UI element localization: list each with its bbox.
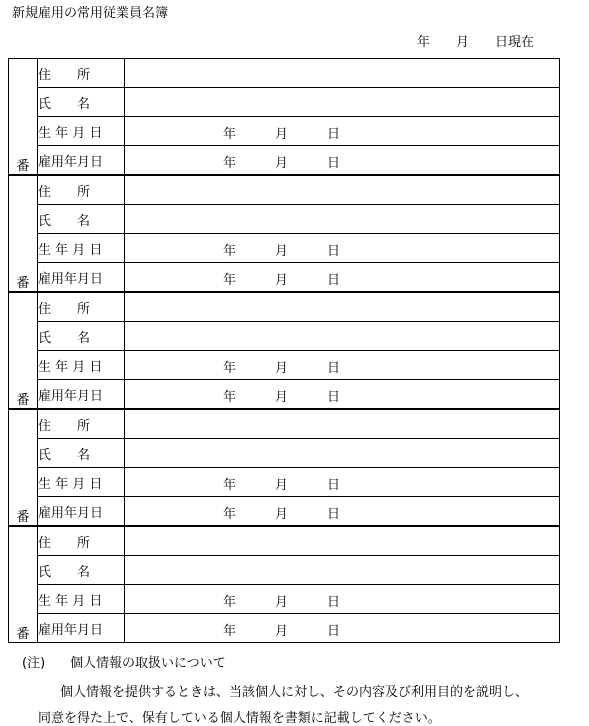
field-label-birth-date: 生 年 月 日: [38, 234, 125, 263]
date-placeholder: 年 月 日: [223, 624, 341, 639]
record-row-birth-date: [9, 351, 560, 380]
employee-record: [8, 409, 560, 526]
employee-record: [8, 526, 560, 643]
field-value-hire-date[interactable]: [125, 263, 560, 292]
field-value-address[interactable]: [125, 293, 560, 322]
field-label-birth-date: 生 年 月 日: [38, 351, 125, 380]
note-text-line-1: 個人情報を提供するときは、当該個人に対し、その内容及び利用目的を説明し、: [60, 685, 529, 700]
record-row-name: [9, 556, 560, 585]
date-placeholder: 年 月 日: [223, 595, 341, 610]
field-label-birth-date: 生 年 月 日: [38, 468, 125, 497]
note-title: 個人情報の取扱いについて: [70, 656, 226, 671]
record-row-name: [9, 88, 560, 117]
field-value-address[interactable]: [125, 410, 560, 439]
date-placeholder: 年 月 日: [223, 361, 341, 376]
field-value-name[interactable]: [125, 205, 560, 234]
field-label-address: 住 所: [38, 293, 125, 322]
field-value-birth-date[interactable]: [125, 234, 560, 263]
note-label: (注): [22, 656, 46, 671]
record-row-hire-date: [9, 614, 560, 643]
record-row-address: [9, 527, 560, 556]
field-value-name[interactable]: [125, 556, 560, 585]
record-row-birth-date: [9, 234, 560, 263]
record-row-birth-date: [9, 585, 560, 614]
record-number-cell: 番: [9, 293, 38, 409]
date-placeholder: 年 月 日: [223, 127, 341, 142]
field-value-hire-date[interactable]: [125, 146, 560, 175]
field-label-name: 氏 名: [38, 439, 125, 468]
date-placeholder: 年 月 日: [223, 478, 341, 493]
record-row-address: [9, 59, 560, 88]
record-number-cell: 番: [9, 59, 38, 175]
field-value-hire-date[interactable]: [125, 497, 560, 526]
record-row-hire-date: [9, 263, 560, 292]
field-value-address[interactable]: [125, 59, 560, 88]
date-placeholder: 年 月 日: [223, 156, 341, 171]
date-placeholder: 年 月 日: [223, 390, 341, 405]
record-row-birth-date: [9, 117, 560, 146]
field-label-hire-date: 雇用年月日: [38, 497, 125, 526]
date-placeholder: 年 月 日: [223, 244, 341, 259]
record-row-birth-date: [9, 468, 560, 497]
record-row-hire-date: [9, 497, 560, 526]
employee-record: [8, 58, 560, 175]
field-label-address: 住 所: [38, 176, 125, 205]
record-row-name: [9, 205, 560, 234]
date-placeholder: 年 月 日: [223, 273, 341, 288]
field-label-hire-date: 雇用年月日: [38, 263, 125, 292]
note-text-line-2: 同意を得た上で、保有している個人情報を書類に記載してください。: [38, 711, 441, 726]
field-value-hire-date[interactable]: [125, 380, 560, 409]
field-label-name: 氏 名: [38, 88, 125, 117]
employee-record: [8, 292, 560, 409]
field-label-hire-date: 雇用年月日: [38, 146, 125, 175]
record-number-cell: 番: [9, 527, 38, 643]
record-row-address: [9, 176, 560, 205]
field-label-name: 氏 名: [38, 556, 125, 585]
field-value-name[interactable]: [125, 322, 560, 351]
record-row-name: [9, 322, 560, 351]
field-label-name: 氏 名: [38, 205, 125, 234]
record-row-hire-date: [9, 146, 560, 175]
field-label-birth-date: 生 年 月 日: [38, 117, 125, 146]
field-label-address: 住 所: [38, 59, 125, 88]
field-label-hire-date: 雇用年月日: [38, 380, 125, 409]
as-of-date: 年 月 日現在: [417, 35, 535, 50]
record-number-cell: 番: [9, 176, 38, 292]
field-label-hire-date: 雇用年月日: [38, 614, 125, 643]
employee-roster: [8, 58, 560, 643]
field-value-hire-date[interactable]: [125, 614, 560, 643]
field-label-birth-date: 生 年 月 日: [38, 585, 125, 614]
date-placeholder: 年 月 日: [223, 507, 341, 522]
field-value-address[interactable]: [125, 176, 560, 205]
field-label-address: 住 所: [38, 527, 125, 556]
document-title: 新規雇用の常用従業員名簿: [12, 6, 169, 21]
record-row-hire-date: [9, 380, 560, 409]
field-value-birth-date[interactable]: [125, 117, 560, 146]
field-value-address[interactable]: [125, 527, 560, 556]
field-value-birth-date[interactable]: [125, 468, 560, 497]
record-row-address: [9, 293, 560, 322]
field-value-birth-date[interactable]: [125, 351, 560, 380]
record-row-address: [9, 410, 560, 439]
field-label-name: 氏 名: [38, 322, 125, 351]
record-row-name: [9, 439, 560, 468]
record-number-cell: 番: [9, 410, 38, 526]
field-label-address: 住 所: [38, 410, 125, 439]
field-value-birth-date[interactable]: [125, 585, 560, 614]
field-value-name[interactable]: [125, 439, 560, 468]
employee-record: [8, 175, 560, 292]
field-value-name[interactable]: [125, 88, 560, 117]
